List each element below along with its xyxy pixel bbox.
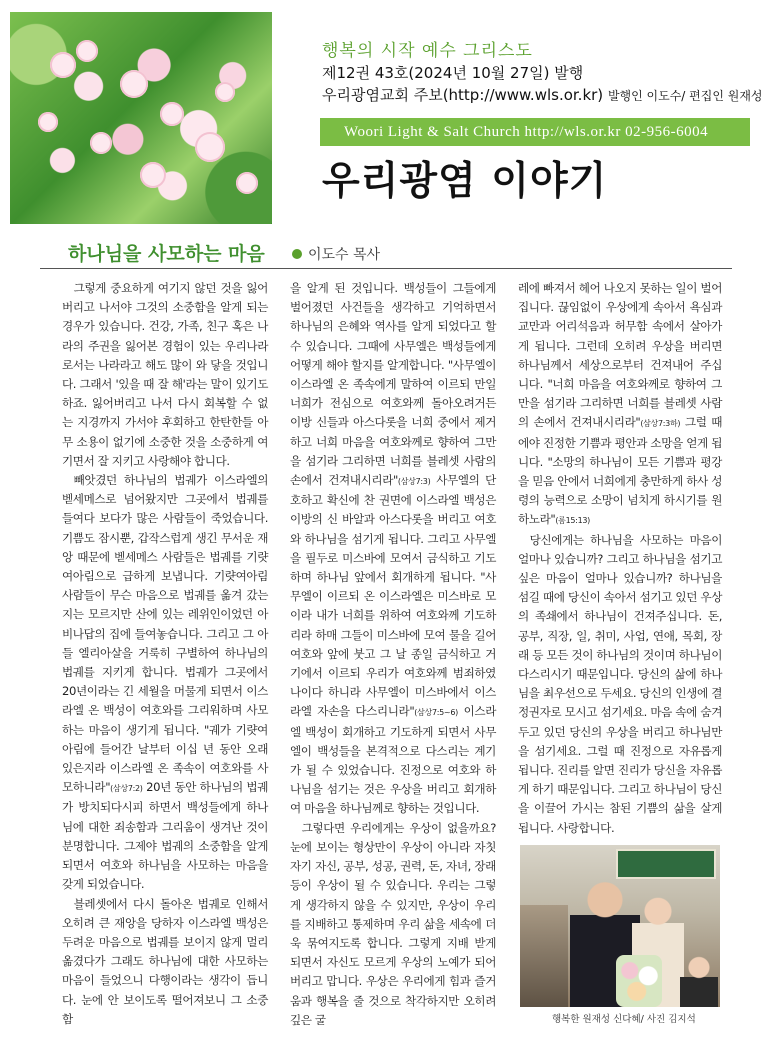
child-figure bbox=[680, 955, 718, 1007]
paragraph: 빼앗겼던 하나님의 법궤가 이스라엘의 벧세메스로 넘어왔지만 그곳에서 법궤를 들여다 보다가 많은 사람들이 죽었습니다. 기쁨도 잠시뿐, 갑작스럽게 생긴 무서운 재앙 때문에 벧세메스 사람들은 법궤를 기럇여아림으로 급하게 보냅니다. 기럇여아림 사람들이 무슨 마음으로 법궤를 옮겨 갔는지는 모르지만 산에 있는 레위인이었던 아비나답의 집에 들여놓습니다. 그리고 그 아들 엘리아살을 거룩히 구별하여 하나님의 법궤를 지키게 합니다. 법궤가 그곳에서 20년이라는 긴 세월을 머물게 되면서 이스라엘 온 백성이 여호와를 그리워하며 사모하는 마음이 생기게 됩니다. "궤가 기럇여아림에 들어간 날부터 이십 년 동안 오래 있은지라 이스라엘 온 족속이 여호와를 사모하니라"(삼상7:2) 20년 동안 하나님의 법궤가 방치되다시피 하면서 백성들에게 하나님에 대한 죄송함과 그리움이 생겨난 것이 분명합니다. 그제야 법궤의 소중함을 알게 되면서 여호와 하나님을 사모하는 마음을 갖게 되었습니다. bbox=[62, 473, 268, 892]
guests-figure bbox=[520, 905, 568, 1007]
issue-info: 제12권 43호(2024년 10월 27일) 발행 bbox=[322, 64, 584, 82]
paragraph: 레에 빠져서 헤어 나오지 못하는 일이 벌어집니다. 끊임없이 우상에게 속아서 욕심과 교만과 어리석음과 허무함 속에서 살아가게 됩니다. 그런데 오히려 우상을 버리면 하나님께서 세상으로부터 건져내어 주십니다. "너희 마음을 여호와께로 향하여 그만을 섬기라 그리하면 너희를 블레셋 사람의 손에서 건져내시리라"(삼상7:3하) 그럴 때에야 진정한 기쁨과 평안과 소망을 얻게 됩니다. "소망의 하나님이 모든 기쁨과 평강을 믿음 안에서 너희에게 충만하게 하사 성령의 능력으로 소망이 넘치게 하시기를 원하노라"(롬15:13) bbox=[518, 281, 722, 527]
header-subtitle: 행복의 시작 예수 그리스도 bbox=[322, 41, 533, 61]
article-column-3 bbox=[518, 279, 722, 838]
scripture-ref: (삼상7:3) bbox=[397, 477, 431, 487]
article-author bbox=[292, 244, 380, 264]
paragraph: 을 알게 된 것입니다. 백성들이 그들에게 벌어졌던 사건들을 생각하고 기억하면서 하나님의 은혜와 역사를 알게 되었다고 할 수 있습니다. 그때에 사무엘은 백성들에게 어떻게 해야 할지를 알게합니다. "사무엘이 이스라엘 온 족속에게 말하여 이르되 만일 너희가 전심으로 여호와께 돌아오려거든 이방 신들과 아스다롯을 너희 중에서 제거하고 너희 마음을 여호와께로 향하여 그만을 섬기라 그리하면 너희를 블레셋 사람의 손에서 건져내시리라"(삼상7:3) 사무엘의 단호하고 확신에 찬 권면에 이스라엘 백성은 이방의 신 바알과 아스다롯을 버리고 여호와 하나님을 섬기게 됩니다. 그리고 사무엘을 필두로 미스바에 모여서 금식하고 기도하며 하나님 앞에서 회개하게 됩니다. "사무엘이 이르되 온 이스라엘은 미스바로 모이라 내가 너희를 위하여 여호와께 기도하리라 하매 그들이 미스바에 모여 물을 길어 여호와 앞에 붓고 그 날 종일 금식하고 거기에서 이르되 우리가 여호와께 범죄하였나이다 하니라 사무엘이 미스바에서 이스라엘 자손을 다스리니라"(삼상7:5~6) 이스라엘 백성이 회개하고 기도하게 되면서 사무엘이 백성들을 본격적으로 다스리는 계기가 될 수 있었습니다. 진정으로 여호와 하나님을 섬기는 것은 우상을 버리고 회개하여 마음을 하나님께로 향하는 것입니다. bbox=[290, 281, 497, 816]
paragraph: 당신에게는 하나님을 사모하는 마음이 얼마나 있습니까? 그리고 하나님을 섬기고 싶은 마음이 얼마나 있습니까? 하나님을 섬길 때에 당신이 속아서 섬기고 있던 우상의 족쇄에서 하나님이 건져주십니다. 돈, 공부, 직장, 일, 취미, 사업, 연애, 목회, 장래 등 모든 것이 하나님의 것이며 하나님이 다스리시기 때문입니다. 당신의 삶에 하나님을 최우선으로 두세요. 당신의 인생에 결정권자로 모시고 섬기세요. 마음 속에 숨겨두고 있던 당신의 우상을 버리고 하나님만을 섬기세요. 그럴 때 진정으로 자유롭게 됩니다. 진리를 알면 진리가 당신을 자유롭게 하기 때문입니다. 그리고 하나님이 당신을 이끌어 가시는 참된 기쁨의 삶을 살게 됩니다. 사랑합니다. bbox=[518, 532, 722, 835]
scripture-ref: (삼상7:5~6) bbox=[414, 708, 458, 718]
scripture-ref: (롬15:13) bbox=[555, 516, 590, 526]
title-divider bbox=[40, 268, 732, 269]
wedding-photo bbox=[520, 845, 720, 1007]
photo-caption: 행복한 원재성 신다혜/ 사진 김지석 bbox=[552, 1014, 696, 1025]
article-column-1 bbox=[62, 279, 268, 1029]
bulletin-title: 우리광염 이야기 bbox=[322, 159, 608, 204]
publisher-info bbox=[322, 84, 763, 105]
banner-figure bbox=[616, 849, 716, 879]
author-name: 이도수 목사 bbox=[308, 247, 381, 263]
article-column-2 bbox=[290, 279, 496, 1030]
publisher-main: 우리광염교회 주보(http://www.wls.or.kr) bbox=[322, 86, 604, 104]
bouquet-figure bbox=[616, 955, 662, 1007]
paragraph: 블레셋에서 다시 돌아온 법궤로 인해서 오히려 큰 재앙을 당하자 이스라엘 백성은 두려운 마음으로 법궤를 보이지 않게 멀리 옮겼다가 그래도 하나님에 대한 사모하는 마음이 들었으니 다행이라는 생각이 듭니다. 눈에 안 보이도록 떨어져보니 그 소중함 bbox=[62, 896, 268, 1026]
paragraph: 그렇다면 우리에게는 우상이 없을까요? 눈에 보이는 형상만이 우상이 아니라 자칫 자기 자신, 공부, 성공, 권력, 돈, 자녀, 장래 등이 우상이 될 수 있습니다. 우리는 그렇게 생각하지 않을 수 있지만, 우상이 우리를 지배하고 통제하며 우리 삶을 세속에 더욱 묶여지도록 합니다. 그렇게 지배 받게 되면서 자신도 모르게 우상의 노예가 되어버리고 맙니다. 우상은 우리에게 힘과 즐거움과 행복을 줄 것으로 착각하지만 오히려 깊은 굴 bbox=[290, 820, 496, 1027]
publisher-editor: 발행인 이도수/ 편집인 원재성 bbox=[607, 89, 763, 103]
scripture-ref: (삼상7:3하) bbox=[640, 419, 681, 429]
church-info-bar: Woori Light & Salt Church http://wls.or.kr 02-956-6004 bbox=[320, 118, 750, 146]
scripture-ref: (삼상7:2) bbox=[110, 784, 143, 794]
paragraph: 그렇게 중요하게 여기지 않던 것을 잃어버리고 나서야 그것의 소중함을 알게 되는 경우가 있습니다. 건강, 가족, 친구 혹은 나라의 주권을 잃어본 경험이 있는 우리나라 로서는 나라라고 해도 많이 와 닿을 것입니다. 그래서 '있을 때 잘 해'라는 말이 있기도 하죠. 잃어버리고 나서 다시 회복할 수 없는 지경까지 가서야 후회하고 한탄한들 아무 소용이 없기에 소중한 것을 소중하게 여기면서 잘 지키고 사랑해야 합니다. bbox=[62, 281, 268, 468]
article-title: 하나님을 사모하는 마음 bbox=[68, 243, 265, 265]
bullet-dot-icon bbox=[292, 249, 302, 259]
header-flower-photo bbox=[10, 12, 272, 224]
